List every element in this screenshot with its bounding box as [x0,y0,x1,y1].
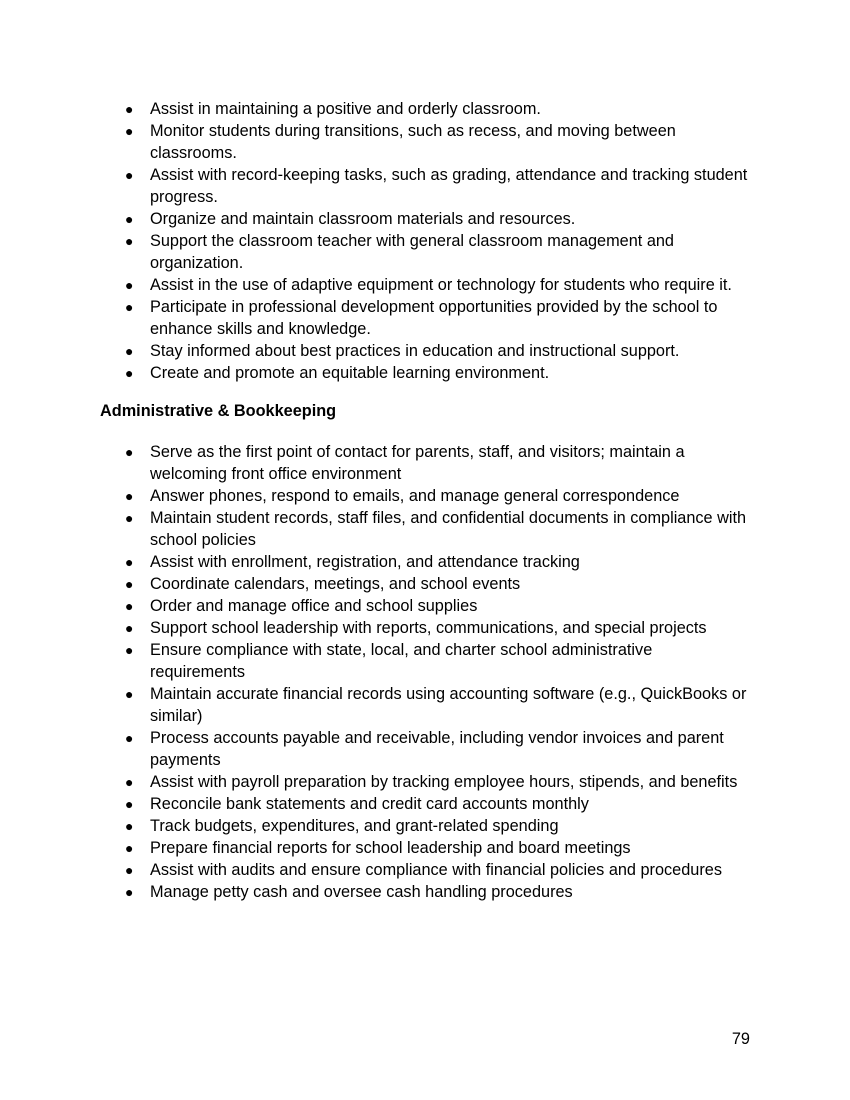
list-item: ● Assist in the use of adaptive equipment or technology for students who require it. [0,274,750,296]
list-item: ● Reconcile bank statements and credit card accounts monthly [0,793,750,815]
list-item: ● Create and promote an equitable learning environment. [0,362,750,384]
page-number: 79 [731,1030,750,1048]
list-item: ● Stay informed about best practices in education and instructional support. [0,340,750,362]
list-item: ● Organize and maintain classroom materials and resources. [0,208,750,230]
list-item: ● Assist with payroll preparation by tracking employee hours, stipends, and benefits [0,771,750,793]
list-item: ● Serve as the first point of contact for parents, staff, and visitors; maintain a welcoming front office environment [0,441,750,485]
list-item: ● Support school leadership with reports, communications, and special projects [0,617,750,639]
list-item: ● Assist with audits and ensure compliance with financial policies and procedures [0,859,750,881]
duties-bullet-list [0,98,750,384]
list-item: ● Manage petty cash and oversee cash handling procedures [0,881,750,903]
list-item: ● Maintain accurate financial records using accounting software (e.g., QuickBooks or similar) [0,683,750,727]
list-item: ● Track budgets, expenditures, and grant-related spending [0,815,750,837]
list-item: ● Monitor students during transitions, such as recess, and moving between classrooms. [0,120,750,164]
list-item: ● Ensure compliance with state, local, and charter school administrative requirements [0,639,750,683]
list-item: ● Maintain student records, staff files, and confidential documents in compliance with school policies [0,507,750,551]
section-heading: Administrative & Bookkeeping [100,402,337,420]
list-item: ● Assist with enrollment, registration, and attendance tracking [0,551,750,573]
list-item: ● Support the classroom teacher with general classroom management and organization. [0,230,750,274]
list-item: ● Participate in professional development opportunities provided by the school to enhance skills and knowledge. [0,296,750,340]
list-item: ● Assist with record-keeping tasks, such as grading, attendance and tracking student progress. [0,164,750,208]
list-item: ● Process accounts payable and receivable, including vendor invoices and parent payments [0,727,750,771]
list-item: ● Order and manage office and school supplies [0,595,750,617]
list-item: ● Answer phones, respond to emails, and manage general correspondence [0,485,750,507]
admin-bullet-list [0,441,750,903]
list-item: ● Coordinate calendars, meetings, and school events [0,573,750,595]
list-item: ● Assist in maintaining a positive and orderly classroom. [0,98,750,120]
list-item: ● Prepare financial reports for school leadership and board meetings [0,837,750,859]
